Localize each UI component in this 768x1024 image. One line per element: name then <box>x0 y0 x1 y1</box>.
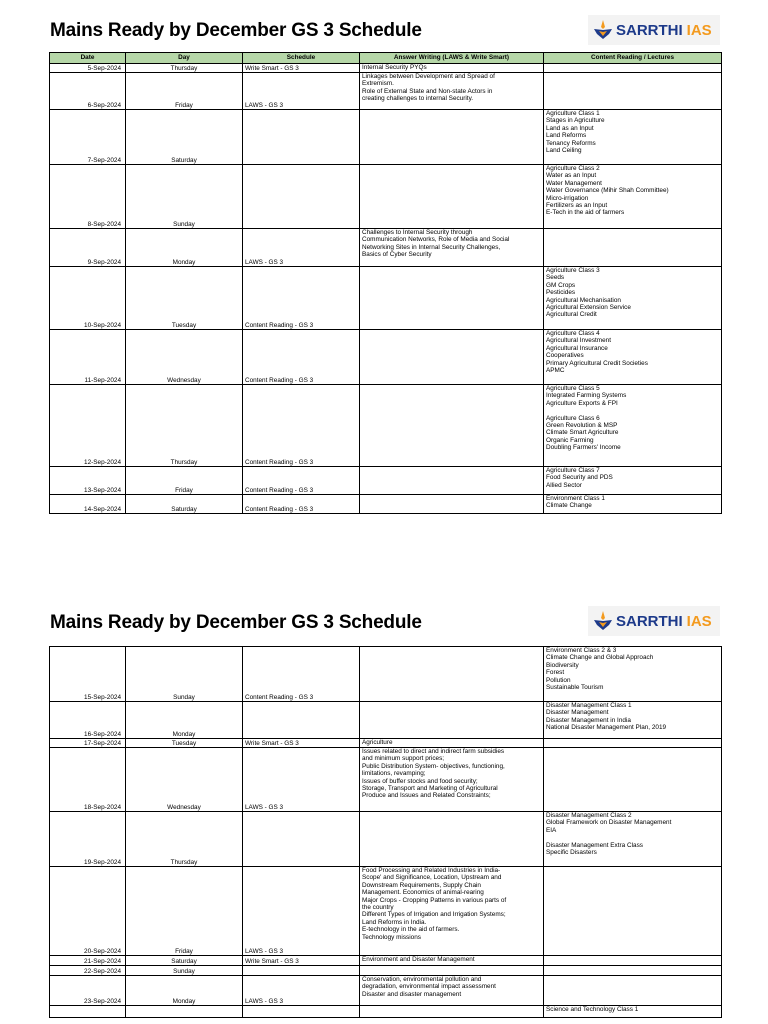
cell-day: Sunday <box>126 647 243 702</box>
cell-day <box>126 1006 243 1018</box>
cell-answer: Linkages between Development and Spread of Extremism. Role of External State and Non-state Actors in creating challenges to internal Security. <box>360 73 544 110</box>
cell-date: 15-Sep-2024 <box>50 647 126 702</box>
cell-date: 23-Sep-2024 <box>50 976 126 1006</box>
page-title: Mains Ready by December GS 3 Schedule <box>50 612 422 633</box>
table-row <box>50 467 722 495</box>
cell-date: 8-Sep-2024 <box>50 165 126 229</box>
cell-answer: Challenges to Internal Security through Communication Networks, Role of Media and Social Networking Sites in Internal Security Challenges, Basics of Cyber Security <box>360 229 544 267</box>
cell-schedule: Write Smart - GS 3 <box>243 64 360 73</box>
header-answer-writing: Answer Writing (LAWS & Write Smart) <box>360 53 544 64</box>
table-row <box>50 647 722 702</box>
header-schedule: Schedule <box>243 53 360 64</box>
cell-schedule: Write Smart - GS 3 <box>243 956 360 966</box>
cell-date: 21-Sep-2024 <box>50 956 126 966</box>
cell-date: 9-Sep-2024 <box>50 229 126 267</box>
cell-schedule: LAWS - GS 3 <box>243 748 360 812</box>
cell-content <box>544 739 722 748</box>
cell-content: Agriculture Class 1 Stages in Agriculture Land as an Input Land Reforms Tenancy Reforms Land Ceiling <box>544 110 722 165</box>
cell-content: Environment Class 1 Climate Change <box>544 495 722 514</box>
table-row <box>50 73 722 110</box>
cell-schedule: Content Reading - GS 3 <box>243 385 360 467</box>
cell-date: 6-Sep-2024 <box>50 73 126 110</box>
cell-schedule: LAWS - GS 3 <box>243 867 360 956</box>
cell-day: Wednesday <box>126 330 243 385</box>
cell-schedule <box>243 110 360 165</box>
cell-schedule: Content Reading - GS 3 <box>243 267 360 330</box>
logo-text: SARRTHI <box>616 612 683 630</box>
header-date: Date <box>50 53 126 64</box>
table-row <box>50 702 722 739</box>
header-day: Day <box>126 53 243 64</box>
cell-schedule: LAWS - GS 3 <box>243 229 360 267</box>
cell-day: Thursday <box>126 64 243 73</box>
table-row <box>50 867 722 956</box>
cell-answer <box>360 1006 544 1018</box>
cell-content: Agriculture Class 4 Agricultural Investment Agricultural Insurance Cooperatives Primary Agricultural Credit Societies APMC <box>544 330 722 385</box>
cell-answer: Food Processing and Related Industries in India- Scope' and Significance, Location, Upstream and Downstream Requirements, Supply Chain Management. Economics of animal-rearing Major Crops - Cropping Patterns in various parts of the country Different Types of Irrigation and Irrigation Systems; Land Reforms in India. E-technology in the aid of farmers. Technology missions <box>360 867 544 956</box>
logo-text-accent: IAS <box>686 21 712 39</box>
cell-schedule: Content Reading - GS 3 <box>243 330 360 385</box>
table-row <box>50 229 722 267</box>
cell-answer <box>360 165 544 229</box>
cell-answer <box>360 495 544 514</box>
cell-answer <box>360 330 544 385</box>
cell-day: Friday <box>126 467 243 495</box>
table-row <box>50 64 722 73</box>
table-header-row <box>50 53 722 64</box>
cell-answer <box>360 647 544 702</box>
cell-content <box>544 867 722 956</box>
cell-date: 10-Sep-2024 <box>50 267 126 330</box>
cell-date: 22-Sep-2024 <box>50 966 126 976</box>
cell-answer <box>360 267 544 330</box>
cell-date: 18-Sep-2024 <box>50 748 126 812</box>
cell-day: Monday <box>126 702 243 739</box>
cell-schedule: Content Reading - GS 3 <box>243 647 360 702</box>
table-row <box>50 976 722 1006</box>
cell-answer <box>360 966 544 976</box>
table-row <box>50 812 722 867</box>
cell-schedule <box>243 702 360 739</box>
cell-content <box>544 976 722 1006</box>
cell-answer: Issues related to direct and indirect farm subsidies and minimum support prices; Public Distribution System- objectives, functioning, limitations, revamping; Issues of buffer stocks and food security; Storage, Transport and Marketing of Agricultural Produce and Issues and Related Constraints; <box>360 748 544 812</box>
cell-schedule <box>243 812 360 867</box>
cell-content: Agriculture Class 7 Food Security and PDS Allied Sector <box>544 467 722 495</box>
cell-answer <box>360 385 544 467</box>
brand-logo <box>588 606 720 636</box>
schedule-table <box>49 52 722 514</box>
cell-day: Thursday <box>126 385 243 467</box>
cell-day: Saturday <box>126 956 243 966</box>
brand-logo <box>588 15 720 45</box>
table-row <box>50 966 722 976</box>
cell-answer: Conservation, environmental pollution and degradation, environmental impact assessment Disaster and disaster management <box>360 976 544 1006</box>
cell-schedule: Write Smart - GS 3 <box>243 739 360 748</box>
table-row <box>50 385 722 467</box>
cell-date: 11-Sep-2024 <box>50 330 126 385</box>
cell-day: Sunday <box>126 165 243 229</box>
cell-content: Agriculture Class 3 Seeds GM Crops Pesticides Agricultural Mechanisation Agricultural Extension Service Agricultural Credit <box>544 267 722 330</box>
cell-content <box>544 966 722 976</box>
logo-text: SARRTHI <box>616 21 683 39</box>
cell-day: Tuesday <box>126 739 243 748</box>
table-row <box>50 165 722 229</box>
cell-day: Friday <box>126 73 243 110</box>
cell-date: 5-Sep-2024 <box>50 64 126 73</box>
cell-content: Agriculture Class 5 Integrated Farming Systems Agriculture Exports & FPI Agriculture Class 6 Green Revolution & MSP Climate Smart Agriculture Organic Farming Doubling Farmers' Income <box>544 385 722 467</box>
cell-day: Saturday <box>126 110 243 165</box>
cell-content: Agriculture Class 2 Water as an Input Water Management Water Governance (Mihir Shah Committee) Micro-irrigation Fertilizers as an Input E-Tech in the aid of farmers <box>544 165 722 229</box>
page-title: Mains Ready by December GS 3 Schedule <box>50 20 422 41</box>
cell-day: Monday <box>126 976 243 1006</box>
cell-date: 20-Sep-2024 <box>50 867 126 956</box>
cell-schedule: Content Reading - GS 3 <box>243 467 360 495</box>
cell-date: 16-Sep-2024 <box>50 702 126 739</box>
table-row <box>50 739 722 748</box>
cell-schedule: LAWS - GS 3 <box>243 976 360 1006</box>
cell-day: Saturday <box>126 495 243 514</box>
schedule-table <box>49 646 722 1018</box>
cell-day: Tuesday <box>126 267 243 330</box>
cell-day: Sunday <box>126 966 243 976</box>
cell-answer: Internal Security PYQs <box>360 64 544 73</box>
table-row <box>50 956 722 966</box>
cell-schedule: Content Reading - GS 3 <box>243 495 360 514</box>
cell-content <box>544 748 722 812</box>
lamp-icon <box>592 610 614 632</box>
cell-date: 12-Sep-2024 <box>50 385 126 467</box>
lamp-icon <box>592 19 614 41</box>
cell-answer <box>360 702 544 739</box>
logo-text-accent: IAS <box>686 612 712 630</box>
cell-content <box>544 64 722 73</box>
table-row <box>50 330 722 385</box>
table-row <box>50 495 722 514</box>
cell-schedule <box>243 165 360 229</box>
table-row <box>50 748 722 812</box>
cell-date: 14-Sep-2024 <box>50 495 126 514</box>
cell-answer <box>360 812 544 867</box>
cell-answer: Environment and Disaster Management <box>360 956 544 966</box>
cell-date <box>50 1006 126 1018</box>
cell-day: Wednesday <box>126 748 243 812</box>
cell-content: Disaster Management Class 1 Disaster Management Disaster Management in India National Disaster Management Plan, 2019 <box>544 702 722 739</box>
cell-content <box>544 73 722 110</box>
header-content-reading: Content Reading / Lectures <box>544 53 722 64</box>
cell-day: Friday <box>126 867 243 956</box>
cell-content <box>544 229 722 267</box>
cell-content: Environment Class 2 & 3 Climate Change and Global Approach Biodiversity Forest Pollution Sustainable Tourism <box>544 647 722 702</box>
cell-date: 7-Sep-2024 <box>50 110 126 165</box>
cell-day: Monday <box>126 229 243 267</box>
cell-date: 19-Sep-2024 <box>50 812 126 867</box>
cell-day: Thursday <box>126 812 243 867</box>
cell-date: 17-Sep-2024 <box>50 739 126 748</box>
cell-schedule: LAWS - GS 3 <box>243 73 360 110</box>
table-row <box>50 110 722 165</box>
cell-schedule <box>243 1006 360 1018</box>
cell-content: Disaster Management Class 2 Global Framework on Disaster Management EIA Disaster Management Extra Class Specific Disasters <box>544 812 722 867</box>
cell-answer <box>360 467 544 495</box>
cell-answer <box>360 110 544 165</box>
table-row <box>50 1006 722 1018</box>
cell-content <box>544 956 722 966</box>
table-row <box>50 267 722 330</box>
cell-content: Science and Technology Class 1 <box>544 1006 722 1018</box>
cell-schedule <box>243 966 360 976</box>
cell-answer: Agriculture <box>360 739 544 748</box>
cell-date: 13-Sep-2024 <box>50 467 126 495</box>
